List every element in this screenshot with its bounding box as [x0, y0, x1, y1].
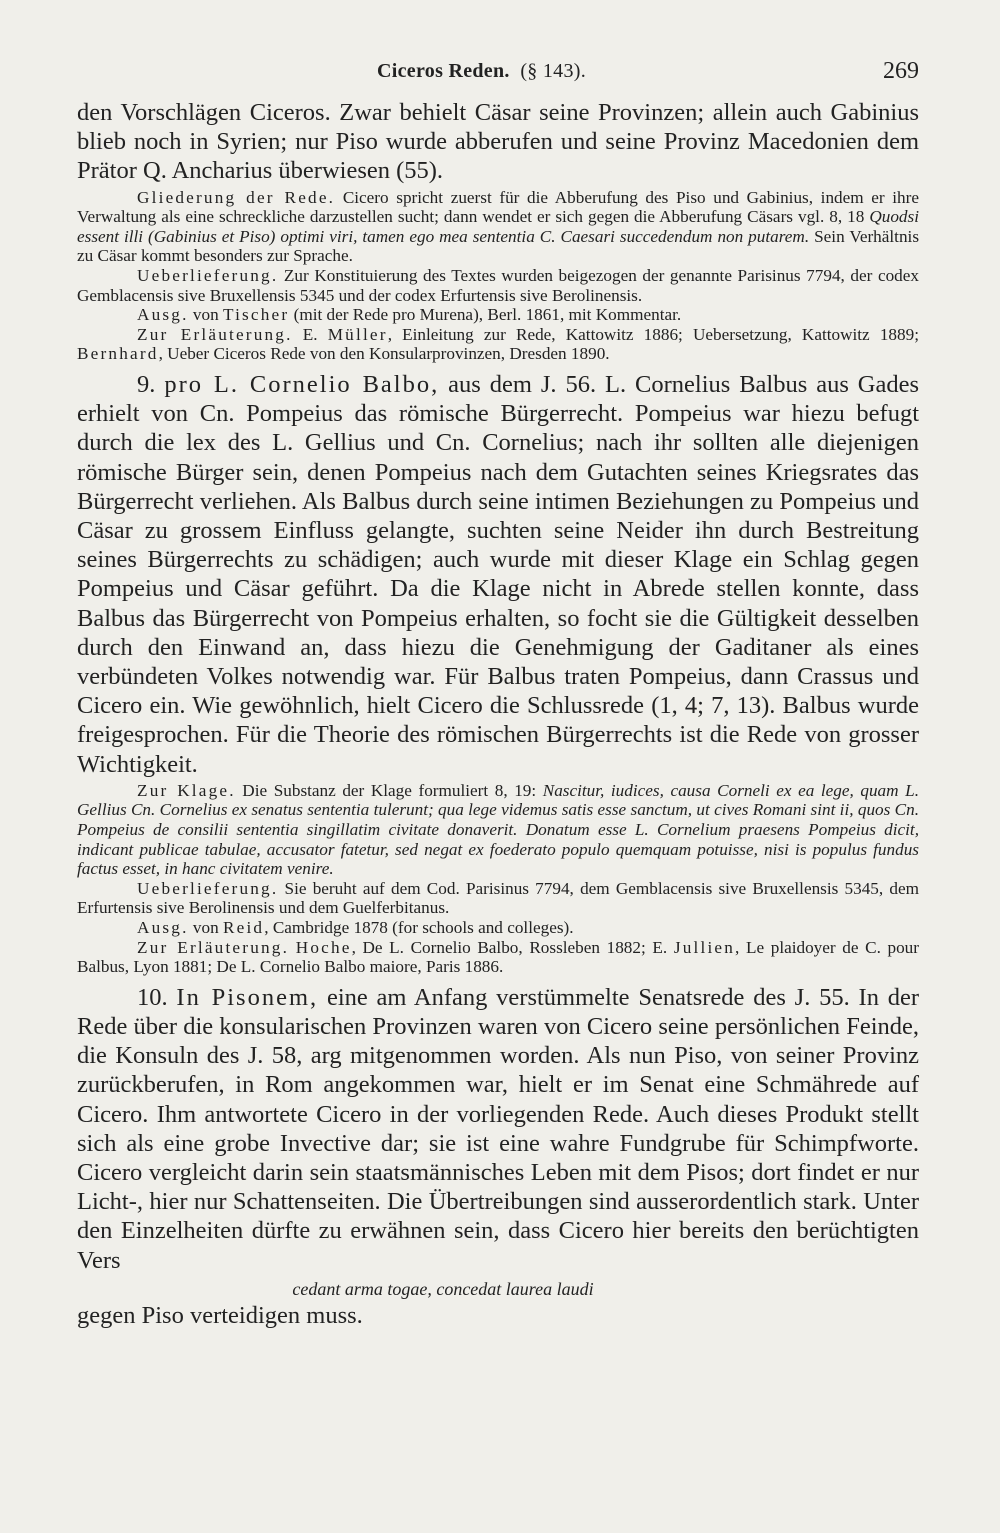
running-title-section: (§ 143).: [520, 60, 587, 82]
note-ueberlieferung: [77, 266, 919, 305]
intro-paragraph: den Vorschlägen Ciceros. Zwar behielt Cäsar seine Provinzen; allein auch Gabinius blieb noch in Syrien; nur Piso wurde abberufen und seine Provinz Macedonien dem Prätor Q. Ancharius überwiesen (55).: [77, 99, 919, 185]
note-label: Zur Erläuterung.: [137, 937, 290, 957]
author-name: Müller: [327, 324, 388, 344]
section-text: eine am Anfang verstümmelte Senatsrede des J. 55. In der Rede über die konsularischen Provinzen waren von Cicero seine persönlichen Feinde, die Konsuln des J. 58, arg mitgenommen worden. Als nun Piso, von seiner Provinz zurückberufen, in Rom angekommen war, hielt er im Senat eine Schmährede auf Cicero. Ihm antwortete Cicero in der vorliegenden Rede. Auch dieses Produkt stellt sich als eine grobe Invective dar; sie ist eine wahre Fundgrube für Schimpfworte. Cicero vergleicht darin sein staatsmännisches Leben mit dem Pisos; dort findet er nur Licht-, hier nur Schattenseiten. Die Übertreibungen sind ausserordentlich stark. Unter den Einzelheiten dürfte zu erwähnen sein, dass Cicero hier bereits den berüchtigten Vers: [77, 983, 920, 1274]
page-number: 269: [883, 58, 919, 84]
note-text: , Einleitung zur Rede, Kattowitz 1886; Uebersetzung, Kattowitz 1889;: [387, 324, 919, 344]
note-erlaeuterung: [77, 938, 919, 977]
note-gliederung: [77, 188, 919, 266]
note-text: E.: [292, 324, 328, 344]
note-label: Zur Erläuterung.: [137, 324, 293, 344]
author-name: Reid: [222, 917, 265, 937]
note-text: Sein Verhältnis zu Cäsar kommt besonders zur Sprache.: [77, 226, 920, 266]
note-text: , De L. Cornelio Balbo, Rossleben 1882; E.: [351, 937, 674, 957]
running-title: [377, 60, 586, 83]
note-text: , Le plaidoyer de C. pour Balbus, Lyon 1881; De L. Cornelio Balbo maiore, Paris 1886.: [77, 937, 919, 977]
section-number: 10.: [137, 983, 168, 1011]
section-title: pro L. Cornelio Balbo,: [164, 370, 440, 398]
author-name: Hoche: [295, 937, 352, 957]
note-ueberlieferung: [77, 879, 919, 918]
note-text: Die Substanz der Klage formuliert 8, 19:: [235, 780, 543, 800]
note-label: Ueberlieferung.: [137, 878, 279, 898]
latin-verse: cedant arma togae, concedat laurea laudi: [292, 1278, 594, 1299]
section-number: 9.: [137, 370, 156, 398]
note-label: Ueberlieferung.: [137, 265, 279, 285]
note-erlaeuterung: [77, 325, 919, 364]
note-klage: [77, 781, 919, 879]
note-ausgabe: [77, 305, 919, 325]
note-text: von: [188, 917, 223, 937]
note-label: Zur Klage.: [137, 780, 236, 800]
author-name: Bernhard: [77, 344, 159, 364]
note-text: Cicero spricht zuerst für die Abberufung des Piso und Gabinius, indem er ihre Verwaltung als eine schreckliche darzustellen sucht; dann wendet er sich gegen die Abberufung Cäsars vgl. 8, 18: [77, 187, 919, 227]
latin-quote: Nascitur, iudices, causa Corneli ex ea lege, quam L. Gellius Cn. Cornelius ex senatus sententia tulerunt; qua lege videmus satis esse sanctum, ut cives Romani sint ii, quos Cn. Pompeius de consilii sententia singillatim civitate donaverit. Donatum esse L. Cornelium praesens Pompeius dicit, indicant publicae tabulae, accusator fatetur, sed negat ex foederato populo quemquam potuisse, nisi is populus fundus factus esset, in hanc civitatem venire.: [77, 780, 919, 879]
note-text: Sie beruht auf dem Cod. Parisinus 7794, dem Gemblacensis sive Bruxellensis 5345, dem Erfurtensis sive Berolinensis und dem Guelferbitanus.: [77, 878, 919, 918]
author-name: Tischer: [222, 305, 290, 325]
section-title: In Pisonem,: [176, 983, 319, 1011]
note-ausgabe: [77, 918, 919, 938]
note-text: (mit der Rede pro Murena), Berl. 1861, mit Kommentar.: [289, 305, 682, 325]
section-text: aus dem J. 56. L. Cornelius Balbus aus Gades erhielt von Cn. Pompeius das römische Bürgerrecht. Pompeius war hiezu befugt durch die lex des L. Gellius und Cn. Cornelius; nach ihr sollten alle diejenigen römische Bürger sein, denen Pompeius nach dem Gutachten seines Kriegsrates das Bürgerrecht verliehen. Als Balbus durch seine intimen Beziehungen zu Pompeius und Cäsar zu grossem Einfluss gelangte, suchten seine Neider ihn durch Bestreitung seines Bürgerrechts zu schädigen; auch wurde mit dieser Klage ein Schlag gegen Pompeius und Cäsar geführt. Da die Klage nicht in Abrede stellen konnte, dass Balbus das Bürgerrecht von Pompeius erhalten, so focht sie die Gültigkeit desselben durch den Einwand an, dass hiezu die Genehmigung der Gaditaner als eines verbündeten Volkes notwendig war. Für Balbus traten Pompeius, dann Crassus und Cicero ein. Wie gewöhnlich, hielt Cicero die Schlussrede (1, 4; 7, 13). Balbus wurde freigesprochen. Für die Theorie des römischen Bürgerrechts ist die Rede von grosser Wichtigkeit.: [77, 370, 920, 778]
note-label: Ausg.: [137, 917, 189, 937]
note-text: , Cambridge 1878 (for schools and colleges).: [264, 917, 574, 937]
closing-line: gegen Piso verteidigen muss.: [77, 1301, 363, 1329]
section-pisonem: [77, 983, 919, 1275]
section-balbo: [77, 370, 919, 779]
note-text: von: [188, 305, 223, 325]
author-name: Jullien: [673, 937, 736, 957]
note-label: Gliederung der Rede.: [137, 187, 336, 207]
running-title-main: Ciceros Reden.: [377, 60, 510, 82]
running-head: [77, 58, 919, 98]
note-label: Ausg.: [137, 305, 189, 325]
latin-quote: Quodsi essent illi (Gabinius et Piso) optimi viri, tamen ego mea sententia C. Caesari succedendum non putarem.: [77, 207, 919, 246]
page: [77, 58, 919, 1330]
note-text: Zur Konstituierung des Textes wurden beigezogen der genannte Parisinus 7794, der codex Gemblacensis sive Bruxellensis 5345 und der codex Erfurtensis sive Berolinensis.: [77, 265, 919, 305]
note-text: , Ueber Ciceros Rede von den Konsularprovinzen, Dresden 1890.: [158, 344, 610, 364]
